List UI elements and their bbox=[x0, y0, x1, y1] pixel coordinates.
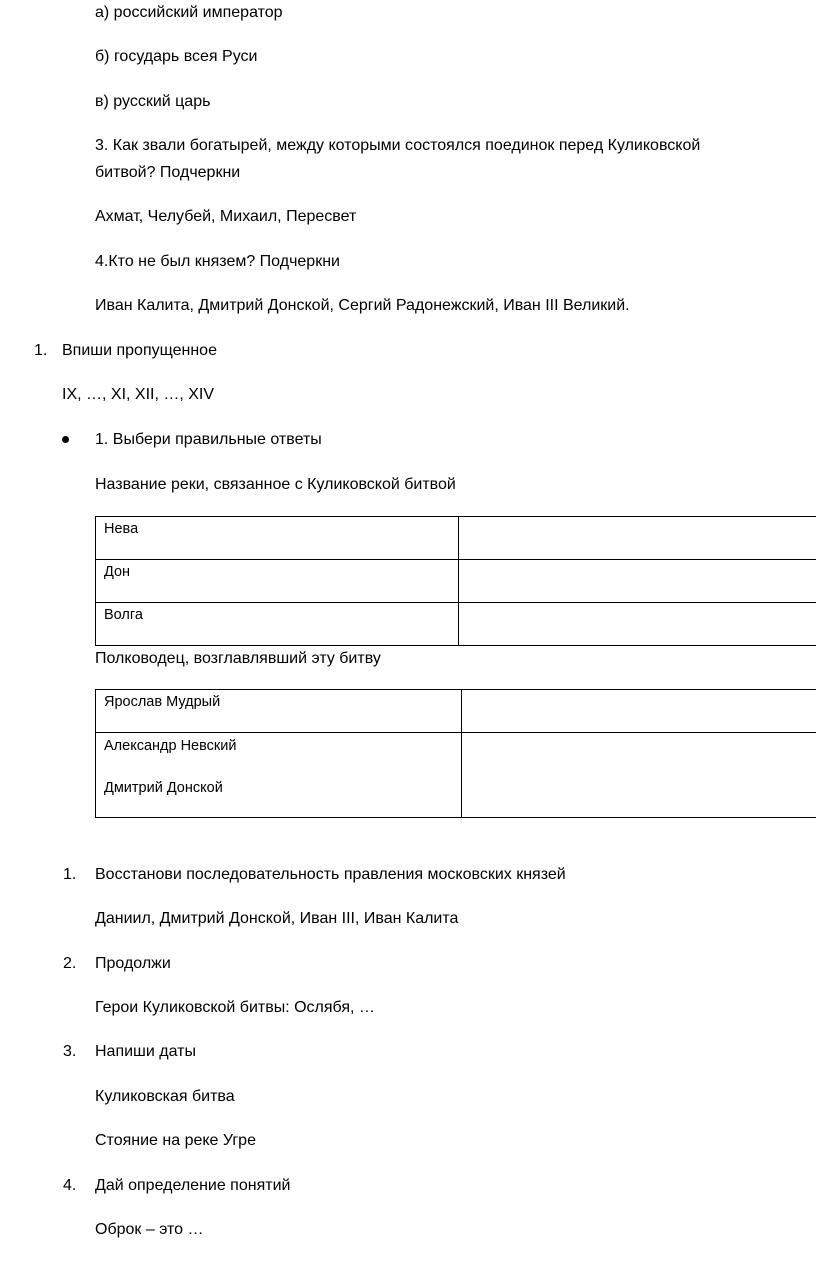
river-option-volga: Волга bbox=[96, 603, 459, 646]
task-2-line: Герои Куликовской битвы: Ослябя, … bbox=[95, 999, 375, 1016]
task-4-line: Оброк – это … bbox=[95, 1221, 204, 1238]
table-row bbox=[96, 733, 816, 818]
commander-option-yaroslav: Ярослав Мудрый bbox=[96, 690, 462, 733]
table-row bbox=[96, 517, 816, 560]
river-answer-cell[interactable] bbox=[459, 560, 816, 603]
river-answer-cell[interactable] bbox=[459, 603, 816, 646]
task-2-title: Продолжи bbox=[95, 955, 171, 972]
commander-options-cell bbox=[96, 733, 462, 818]
commander-prompt: Полководец, возглавлявший эту битву bbox=[95, 650, 381, 667]
option-a: а) российский император bbox=[95, 4, 283, 21]
missing-title: Впиши пропущенное bbox=[62, 342, 217, 359]
question-3-line2: битвой? Подчеркни bbox=[95, 164, 241, 181]
task-3-number: 3. bbox=[63, 1043, 77, 1060]
task-1-title: Восстанови последовательность правления московских князей bbox=[95, 866, 566, 883]
missing-number: 1. bbox=[34, 342, 48, 359]
question-4-text: 4.Кто не был князем? Подчеркни bbox=[95, 253, 340, 270]
river-prompt: Название реки, связанное с Куликовской битвой bbox=[95, 476, 456, 493]
river-answer-cell[interactable] bbox=[459, 517, 816, 560]
river-option-don: Дон bbox=[96, 560, 459, 603]
option-c: в) русский царь bbox=[95, 93, 211, 110]
question-3-line1: 3. Как звали богатырей, между которыми состоялся поединок перед Куликовской bbox=[95, 137, 701, 154]
table-row bbox=[96, 690, 816, 733]
commander-answer-cell[interactable] bbox=[462, 733, 816, 818]
task-1-number: 1. bbox=[63, 866, 77, 883]
task-1-line: Даниил, Дмитрий Донской, Иван III, Иван Калита bbox=[95, 910, 459, 927]
task-4-number: 4. bbox=[63, 1177, 77, 1194]
commander-option-alexander: Александр Невский bbox=[104, 738, 237, 754]
question-4-answer: Иван Калита, Дмитрий Донской, Сергий Радонежский, Иван III Великий. bbox=[95, 297, 630, 314]
missing-sequence: IX, …, XI, XII, …, XIV bbox=[62, 386, 215, 403]
option-b: б) государь всея Руси bbox=[95, 48, 258, 65]
river-option-neva: Нева bbox=[96, 517, 459, 560]
task-2-number: 2. bbox=[63, 955, 77, 972]
bullet-icon bbox=[62, 436, 69, 443]
river-table bbox=[95, 516, 816, 646]
task-3-line-1: Куликовская битва bbox=[95, 1088, 235, 1105]
commander-answer-cell[interactable] bbox=[462, 690, 816, 733]
table-row bbox=[96, 603, 816, 646]
task-3-line-2: Стояние на реке Угре bbox=[95, 1132, 256, 1149]
commander-table bbox=[95, 689, 816, 818]
task-3-title: Напиши даты bbox=[95, 1043, 196, 1060]
commander-option-dmitry: Дмитрий Донской bbox=[104, 780, 223, 796]
task-4-title: Дай определение понятий bbox=[95, 1177, 291, 1194]
table-row bbox=[96, 560, 816, 603]
choose-title: 1. Выбери правильные ответы bbox=[95, 431, 322, 448]
question-3-answer: Ахмат, Челубей, Михаил, Пересвет bbox=[95, 208, 357, 225]
